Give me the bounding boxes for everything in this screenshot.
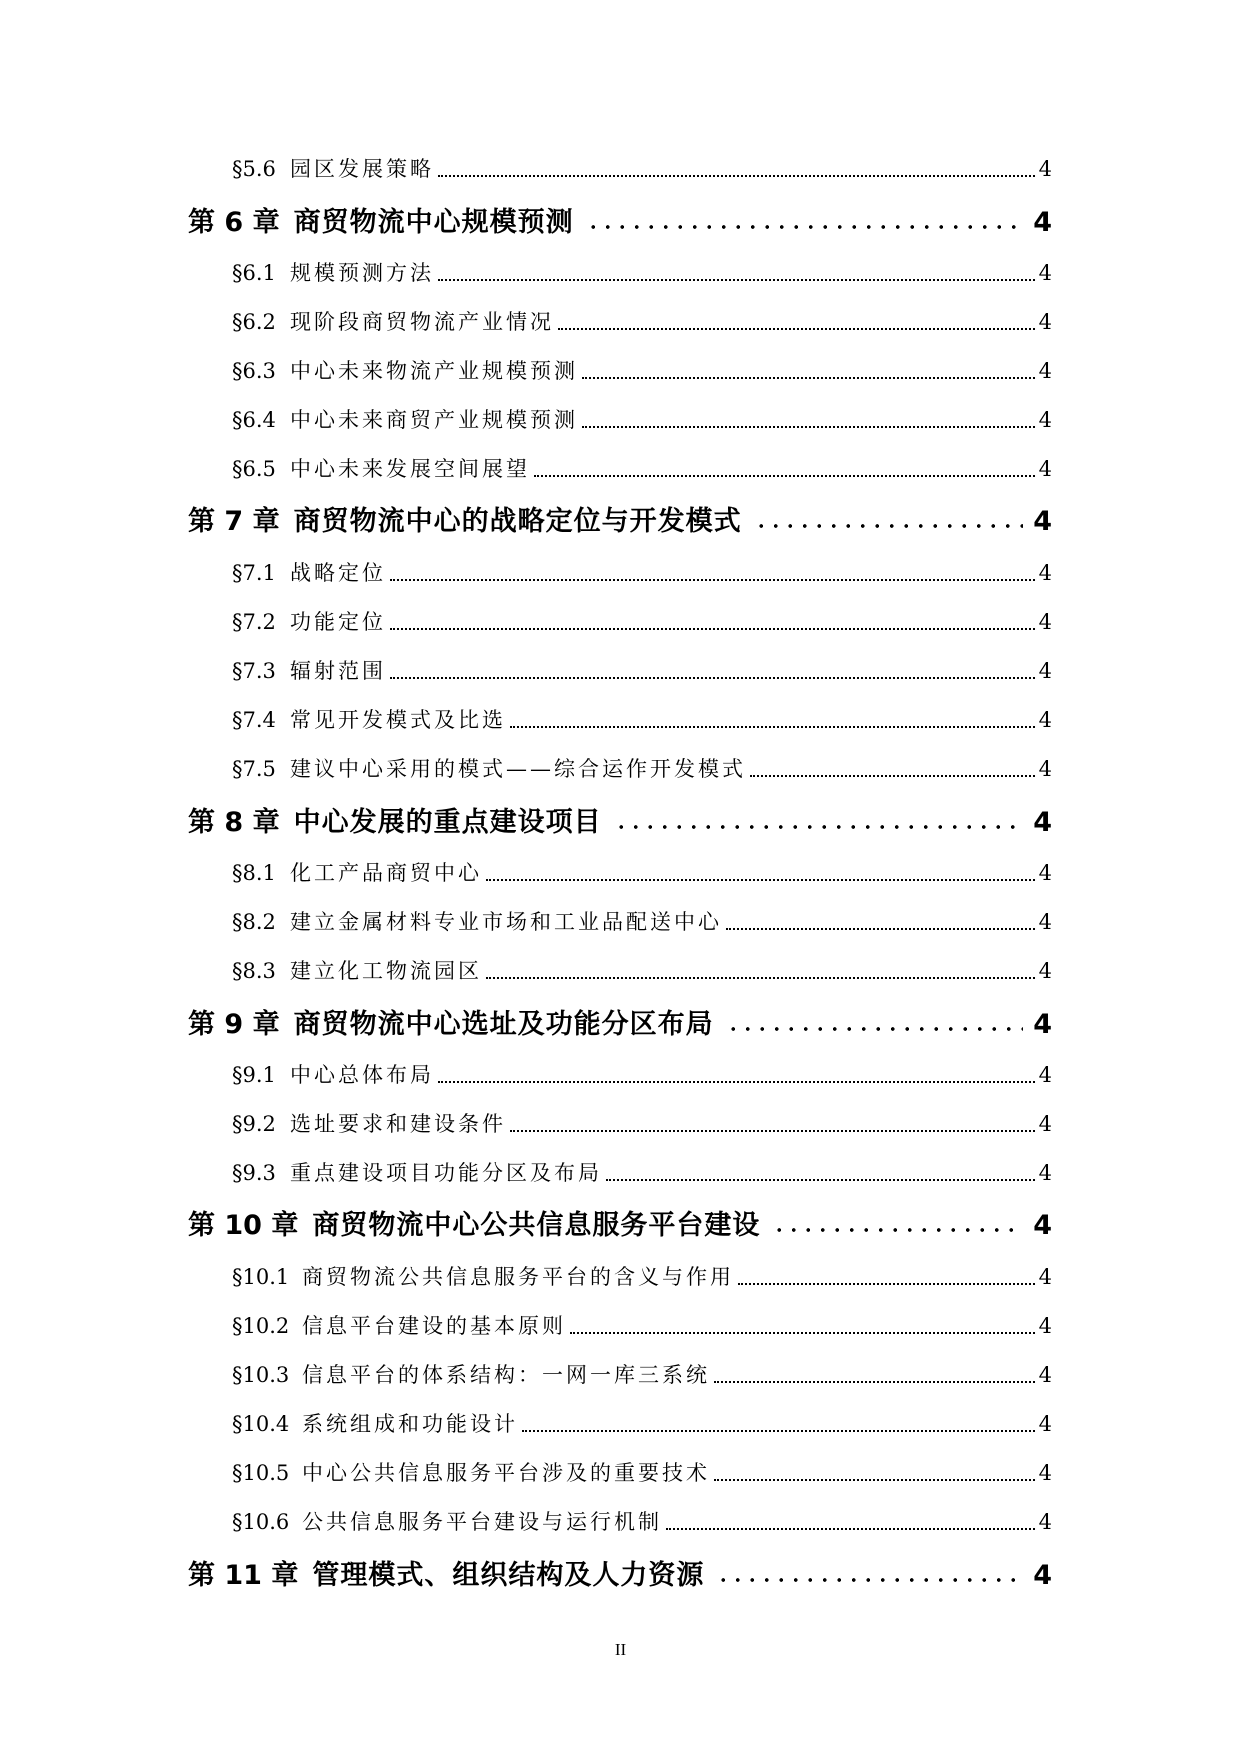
toc-entry-7-5[interactable]	[232, 753, 1052, 783]
dot-leader	[726, 906, 1035, 936]
toc-chapter-11[interactable]	[188, 1553, 1052, 1591]
toc-entry-number: §6.1	[232, 261, 276, 285]
toc-chapter-title: 商贸物流中心规模预测	[293, 207, 574, 238]
toc-entry-page: 4	[1038, 157, 1052, 181]
toc-entry-title: 现阶段商贸物流产业情况	[290, 310, 554, 334]
toc-entry-title: 信息平台的体系结构：一网一库三系统	[302, 1363, 710, 1387]
toc-entry-title: 中心未来商贸产业规模预测	[290, 408, 578, 432]
dot-leader	[486, 955, 1035, 985]
toc-chapter-page: 4	[1033, 506, 1052, 537]
toc-chapter-title: 管理模式、组织结构及人力资源	[312, 1560, 705, 1591]
toc-chapter-9[interactable]	[188, 1002, 1052, 1040]
toc-chapter-title: 商贸物流中心的战略定位与开发模式	[293, 506, 742, 537]
toc-entry-6-3[interactable]	[232, 355, 1052, 385]
toc-entry-page: 4	[1038, 408, 1052, 432]
toc-entry-page: 4	[1038, 708, 1052, 732]
toc-entry-number: §7.3	[232, 659, 276, 683]
toc-chapter-number: 第 10 章	[188, 1210, 299, 1241]
toc-entry-9-1[interactable]	[232, 1059, 1052, 1089]
dot-leader	[390, 557, 1035, 587]
toc-entry-page: 4	[1038, 1314, 1052, 1338]
toc-entry-number: §7.1	[232, 561, 276, 585]
dot-leader	[486, 857, 1035, 887]
dot-leader	[582, 355, 1035, 385]
toc-entry-title: 建立金属材料专业市场和工业品配送中心	[290, 910, 722, 934]
toc-entry-number: §9.1	[232, 1063, 276, 1087]
toc-entry-number: §6.3	[232, 359, 276, 383]
toc-entry-page: 4	[1038, 610, 1052, 634]
dot-leader	[438, 153, 1035, 183]
dot-leader	[510, 704, 1035, 734]
toc-entry-page: 4	[1038, 1412, 1052, 1436]
toc-entry-title: 商贸物流公共信息服务平台的含义与作用	[302, 1265, 734, 1289]
dot-leader	[606, 800, 1030, 838]
toc-entry-page: 4	[1038, 861, 1052, 885]
toc-entry-page: 4	[1038, 1510, 1052, 1534]
toc-entry-10-5[interactable]	[232, 1457, 1052, 1487]
toc-chapter-page: 4	[1033, 207, 1052, 238]
toc-entry-10-4[interactable]	[232, 1408, 1052, 1438]
toc-entry-number: §6.2	[232, 310, 276, 334]
toc-entry-title: 重点建设项目功能分区及布局	[290, 1161, 602, 1185]
dot-leader	[570, 1310, 1035, 1340]
toc-entry-number: §10.4	[232, 1412, 290, 1436]
dot-leader	[390, 655, 1035, 685]
toc-entry-title: 中心未来物流产业规模预测	[290, 359, 578, 383]
dot-leader	[764, 1203, 1029, 1241]
toc-entry-page: 4	[1038, 959, 1052, 983]
toc-entry-title: 化工产品商贸中心	[290, 861, 482, 885]
toc-entry-page: 4	[1038, 1112, 1052, 1136]
toc-entry-7-2[interactable]	[232, 606, 1052, 636]
toc-entry-10-2[interactable]	[232, 1310, 1052, 1340]
toc-entry-6-2[interactable]	[232, 306, 1052, 336]
toc-entry-8-1[interactable]	[232, 857, 1052, 887]
toc-entry-7-1[interactable]	[232, 557, 1052, 587]
toc-chapter-title: 商贸物流中心公共信息服务平台建设	[312, 1210, 761, 1241]
dot-leader	[708, 1553, 1029, 1591]
toc-entry-5-6[interactable]	[232, 153, 1052, 183]
toc-entry-title: 信息平台建设的基本原则	[302, 1314, 566, 1338]
dot-leader	[738, 1261, 1035, 1291]
toc-entry-page: 4	[1038, 457, 1052, 481]
toc-entry-number: §9.2	[232, 1112, 276, 1136]
toc-entry-7-4[interactable]	[232, 704, 1052, 734]
toc-entry-page: 4	[1038, 659, 1052, 683]
toc-entry-page: 4	[1038, 261, 1052, 285]
toc-chapter-page: 4	[1033, 1009, 1052, 1040]
toc-chapter-title: 中心发展的重点建设项目	[293, 807, 602, 838]
dot-leader	[714, 1457, 1035, 1487]
dot-leader	[606, 1157, 1035, 1187]
toc-entry-page: 4	[1038, 757, 1052, 781]
toc-entry-title: 建议中心采用的模式——综合运作开发模式	[290, 757, 746, 781]
toc-entry-10-3[interactable]	[232, 1359, 1052, 1389]
toc-entry-page: 4	[1038, 1161, 1052, 1185]
toc-chapter-number: 第 7 章	[188, 506, 280, 537]
toc-entry-title: 功能定位	[290, 610, 386, 634]
toc-entry-number: §5.6	[232, 157, 276, 181]
dot-leader	[582, 404, 1035, 434]
toc-entry-8-3[interactable]	[232, 955, 1052, 985]
toc-entry-title: 系统组成和功能设计	[302, 1412, 518, 1436]
toc-entry-number: §7.4	[232, 708, 276, 732]
toc-entry-page: 4	[1038, 910, 1052, 934]
toc-entry-title: 规模预测方法	[290, 261, 434, 285]
toc-chapter-10[interactable]	[188, 1203, 1052, 1241]
toc-entry-9-2[interactable]	[232, 1108, 1052, 1138]
toc-entry-title: 战略定位	[290, 561, 386, 585]
dot-leader	[438, 257, 1035, 287]
dot-leader	[718, 1002, 1030, 1040]
toc-entry-title: 中心公共信息服务平台涉及的重要技术	[302, 1461, 710, 1485]
dot-leader	[558, 306, 1035, 336]
toc-entry-number: §8.1	[232, 861, 276, 885]
dot-leader	[714, 1359, 1035, 1389]
toc-entry-6-5[interactable]	[232, 453, 1052, 483]
toc-entry-number: §10.2	[232, 1314, 290, 1338]
toc-entry-title: 中心总体布局	[290, 1063, 434, 1087]
toc-chapter-title: 商贸物流中心选址及功能分区布局	[293, 1009, 714, 1040]
dot-leader	[522, 1408, 1035, 1438]
toc-chapter-page: 4	[1033, 807, 1052, 838]
dot-leader	[666, 1506, 1035, 1536]
toc-entry-number: §10.1	[232, 1265, 290, 1289]
toc-entry-6-4[interactable]	[232, 404, 1052, 434]
toc-entry-9-3[interactable]	[232, 1157, 1052, 1187]
toc-entry-number: §8.3	[232, 959, 276, 983]
page-number: II	[614, 1640, 627, 1659]
toc-chapter-page: 4	[1033, 1210, 1052, 1241]
toc-entry-title: 园区发展策略	[290, 157, 434, 181]
dot-leader	[746, 499, 1030, 537]
toc-entry-title: 常见开发模式及比选	[290, 708, 506, 732]
dot-leader	[750, 753, 1035, 783]
dot-leader	[438, 1059, 1035, 1089]
toc-entry-page: 4	[1038, 1265, 1052, 1289]
toc-entry-title: 公共信息服务平台建设与运行机制	[302, 1510, 662, 1534]
toc-entry-title: 选址要求和建设条件	[290, 1112, 506, 1136]
toc-entry-6-1[interactable]	[232, 257, 1052, 287]
dot-leader	[510, 1108, 1035, 1138]
toc-chapter-8[interactable]	[188, 800, 1052, 838]
toc-chapter-6[interactable]	[188, 200, 1052, 238]
toc-entry-page: 4	[1038, 310, 1052, 334]
toc-entry-number: §10.6	[232, 1510, 290, 1534]
dot-leader	[390, 606, 1035, 636]
toc-entry-number: §6.5	[232, 457, 276, 481]
toc-entry-10-6[interactable]	[232, 1506, 1052, 1536]
toc-entry-number: §10.3	[232, 1363, 290, 1387]
toc-entry-page: 4	[1038, 1363, 1052, 1387]
toc-chapter-number: 第 9 章	[188, 1009, 280, 1040]
toc-entry-8-2[interactable]	[232, 906, 1052, 936]
toc-entry-title: 中心未来发展空间展望	[290, 457, 530, 481]
toc-chapter-page: 4	[1033, 1560, 1052, 1591]
toc-entry-page: 4	[1038, 1063, 1052, 1087]
toc-entry-number: §8.2	[232, 910, 276, 934]
toc-entry-page: 4	[1038, 561, 1052, 585]
dot-leader	[534, 453, 1035, 483]
toc-entry-10-1[interactable]	[232, 1261, 1052, 1291]
toc-chapter-number: 第 6 章	[188, 207, 280, 238]
toc-entry-title: 建立化工物流园区	[290, 959, 482, 983]
toc-entry-number: §10.5	[232, 1461, 290, 1485]
toc-entry-number: §6.4	[232, 408, 276, 432]
toc-entry-number: §7.2	[232, 610, 276, 634]
dot-leader	[578, 200, 1030, 238]
toc-entry-7-3[interactable]	[232, 655, 1052, 685]
toc-chapter-number: 第 11 章	[188, 1560, 299, 1591]
toc-entry-number: §9.3	[232, 1161, 276, 1185]
toc-chapter-number: 第 8 章	[188, 807, 280, 838]
toc-chapter-7[interactable]	[188, 499, 1052, 537]
toc-entry-number: §7.5	[232, 757, 276, 781]
toc-entry-page: 4	[1038, 1461, 1052, 1485]
toc-entry-title: 辐射范围	[290, 659, 386, 683]
toc-entry-page: 4	[1038, 359, 1052, 383]
